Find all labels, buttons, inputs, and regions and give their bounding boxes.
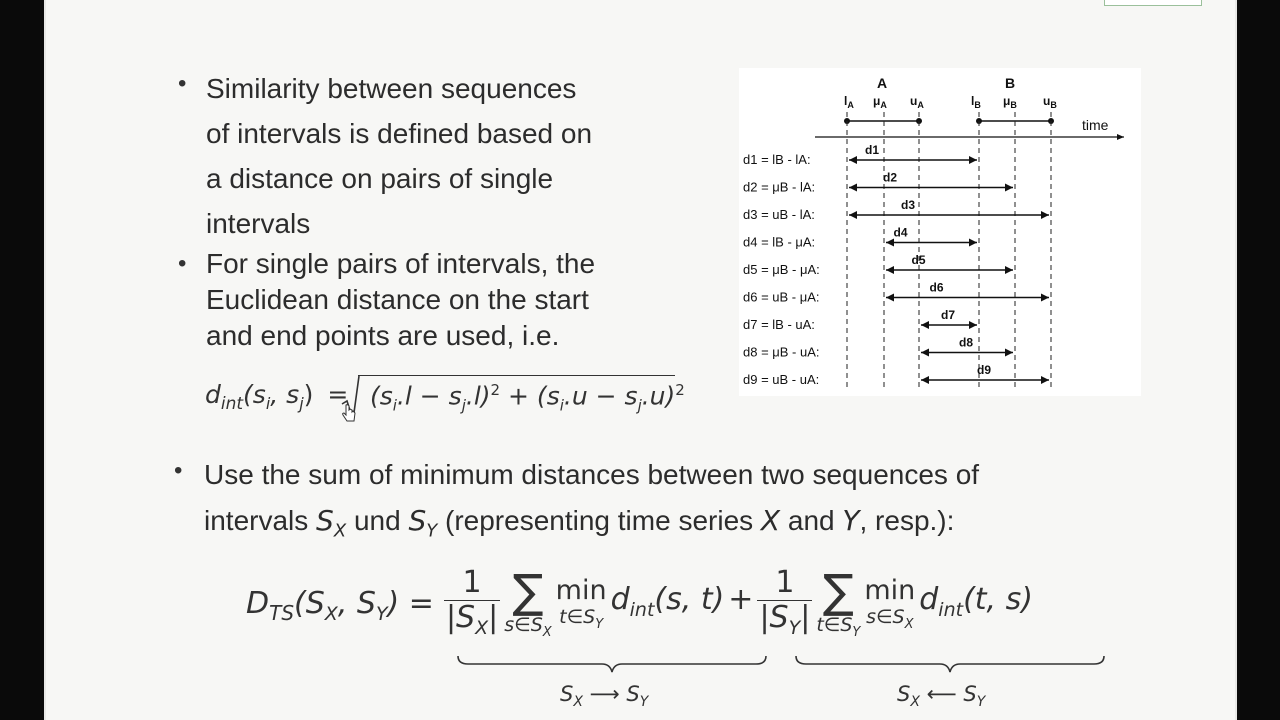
min-1-sub: $t\in S_Y$ [559,605,604,632]
text-and: and [787,505,835,536]
distance-label: d1 [865,143,880,157]
row-formula: d7 = lB - uA: [743,317,815,332]
formula-dts [246,563,1033,645]
formula-equals: = [327,380,349,409]
text-representing: (representing time series [445,505,754,536]
point-label-muB: $\mu_B$ [1003,94,1017,110]
dts-D: D [246,586,270,621]
arrow-head [921,321,929,329]
arrow-head [921,349,929,357]
axis-label-time: time [1082,117,1109,133]
symbol-y: Y [842,504,860,537]
arrow-head [849,184,857,192]
bullet-sum-min [204,452,979,555]
term-1: $d_{int}(s$, t) [610,582,725,621]
bullet-line: intervals [206,208,311,239]
fraction-2-den: $|S_Y|$ [757,600,812,645]
symbol-sx-sub: X [333,520,347,542]
point-labels [844,94,1057,110]
underbrace-1 [456,654,768,674]
point-label-muA: $\mu_A$ [873,94,887,110]
sqrt-bar [358,375,675,376]
row-formula: d6 = uB - μA: [743,289,820,305]
bullet-line: Use the sum of minimum distances between two sequences of [204,459,980,490]
slide-frame-tab [1104,0,1202,6]
diagram-svg [739,68,1141,396]
bullet-dot: • [178,70,187,97]
sum-2 [816,563,861,644]
formula-args: (s [243,380,266,409]
min-1 [556,576,607,636]
bullet-line: For single pairs of intervals, the [206,248,596,279]
slide [44,0,1237,720]
min-2 [864,576,915,636]
bullet-dot: • [174,457,183,484]
sum-1-sub: $s\in S_X$ [504,613,552,640]
bullet-line: Euclidean distance on the start [206,284,589,315]
formula-dts-lhs: $D_{TS}(S_X$, $S_Y$) = [246,586,434,625]
point-label-lB: $l_B$ [971,94,981,110]
row-formula: d3 = uB - lA: [743,207,815,222]
arrow-head [1041,294,1049,302]
text-und: und [353,505,401,536]
fraction-2-num: 1 [775,565,795,600]
formula-comma: , s [270,380,300,409]
arrow-head [1041,376,1049,384]
distance-label: d6 [929,280,944,295]
bullet-single-pairs [206,246,595,354]
bullet-dot: • [178,250,187,277]
distance-label: d2 [883,170,898,185]
bullet-line: Similarity between sequences [206,73,577,104]
distance-label: d7 [941,308,956,322]
min-1-op: min [555,574,607,606]
sum-1 [504,563,552,644]
arrow-head [849,211,857,219]
arrow-head [969,156,977,164]
dts-sub-TS: TS [269,601,295,625]
row-formula: d9 = uB - uA: [743,372,820,387]
bullet-similarity [206,66,592,246]
row-formula: d8 = μB - uA: [743,344,820,360]
formula-radicand: $(s_i.l - s_j.l)^2 + (s_i.u - s_j.u)^2$ [370,381,685,415]
fraction-1 [444,566,500,645]
arrow-head [886,266,894,274]
symbol-sy: S [408,504,427,537]
text-resp: , resp.): [859,505,955,536]
arrow-head [1005,266,1013,274]
distance-label: d9 [977,363,992,377]
bullet-line [204,498,979,555]
group-b-label: B [1005,75,1016,91]
formula-close: ) [303,380,314,409]
min-2-op: min [864,574,916,606]
row-formula: d1 = lB - lA: [743,152,811,167]
fraction-2 [757,566,812,645]
arrow-head [886,239,894,247]
formula-d: d [205,380,221,409]
row-formula: d5 = μB - μA: [743,262,820,277]
sum-2-sigma: ∑ [822,563,854,618]
symbol-x: X [760,504,781,537]
fraction-1-num: 1 [462,565,482,600]
bullet-line: a distance on pairs of single [206,163,554,194]
distance-rows [743,143,1049,387]
symbol-sy-sub: Y [426,520,438,542]
term-2: $d_{int}(t$, s) [919,582,1033,621]
formula-dint [205,380,348,414]
arrow-head [1041,211,1049,219]
fraction-1-den: $|S_X|$ [444,600,500,645]
time-axis-arrow [1117,134,1124,140]
text-intervals: intervals [204,505,309,536]
min-2-sub: $s\in S_X$ [866,605,914,632]
hand-cursor-icon [341,404,357,424]
point-label-uA: $u_A$ [910,94,924,110]
sum-2-sub: $t\in S_Y$ [816,613,861,640]
sum-1-sigma: ∑ [512,563,544,618]
distance-label: d8 [959,335,974,350]
formula-sub-j: j [299,394,304,413]
distance-label: d5 [911,253,926,267]
arrow-head [849,156,857,164]
plus-sign: + [728,582,754,617]
symbol-sx: S [316,504,334,537]
formula-sub-i: i [265,394,271,413]
brace-2-label: $S_X$ ⟵ $S_Y$ [897,682,986,711]
arrow-head [1005,184,1013,192]
arrow-head [886,294,894,302]
brace-1-label: $S_X$ ⟶ $S_Y$ [560,682,649,711]
formula-sub-int: int [220,394,244,414]
row-formula: d4 = lB - μA: [743,234,816,250]
group-a-label: A [877,75,888,91]
bullet-line: of intervals is defined based on [206,118,593,149]
underbrace-2 [794,654,1106,674]
arrow-head [1005,349,1013,357]
arrow-head [921,376,929,384]
point-label-lA: $l_A$ [844,94,854,110]
arrow-head [969,239,977,247]
distance-label: d4 [893,225,908,240]
distance-label: d3 [901,198,916,212]
row-formula: d2 = μB - lA: [743,179,816,195]
arrow-head [969,321,977,329]
interval-distance-diagram [739,68,1141,396]
point-label-uB: $u_B$ [1043,94,1057,110]
bullet-line: and end points are used, i.e. [206,320,560,351]
